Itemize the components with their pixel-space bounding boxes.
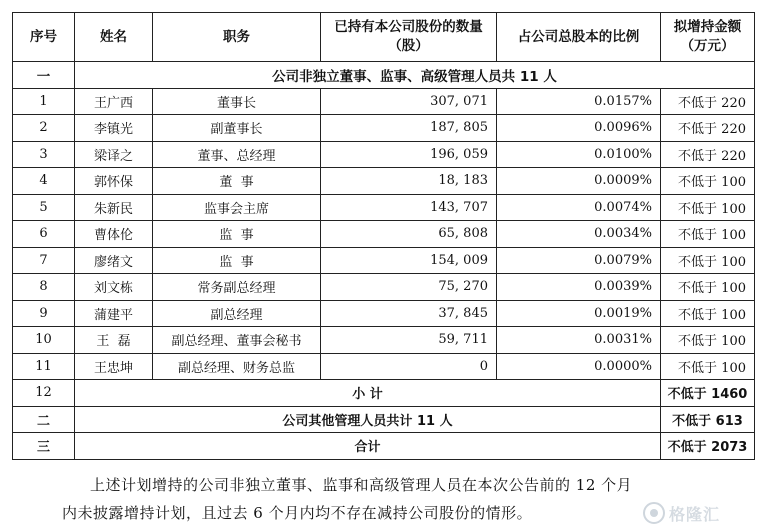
paragraph-line-1: 上述计划增持的公司非独立董事、监事和高级管理人员在本次公告前的 12 个月 [90,476,633,494]
cell-seq: 8 [13,274,75,301]
cell-amount: 不低于 220 [661,88,755,115]
table-row [13,353,755,380]
cell-amount: 不低于 100 [661,168,755,195]
cell-amount: 不低于 100 [661,353,755,380]
cell-shares: 0 [321,353,497,380]
cell-name: 梁译之 [75,141,153,168]
cell-ratio: 0.0009% [497,168,661,195]
section-row-1 [13,62,755,89]
cell-ratio: 0.0039% [497,274,661,301]
cell-position: 副总经理 [153,300,321,327]
cell-name: 郭怀保 [75,168,153,195]
cell-amount: 不低于 100 [661,327,755,354]
cell-seq: 10 [13,327,75,354]
table-row [13,115,755,142]
cell-ratio: 0.0074% [497,194,661,221]
table-row [13,247,755,274]
cell-ratio: 0.0079% [497,247,661,274]
total-row [13,433,755,460]
cell-shares: 143, 707 [321,194,497,221]
table-header-row [13,13,755,62]
cell-name: 刘文栋 [75,274,153,301]
cell-position: 董 事 [153,168,321,195]
table-row [13,168,755,195]
cell-shares: 187, 805 [321,115,497,142]
total-seq: 三 [13,433,75,460]
header-shares [321,13,497,62]
subtotal-amount: 不低于 1460 [661,380,755,407]
cell-seq: 4 [13,168,75,195]
cell-name: 王 磊 [75,327,153,354]
cell-name: 王忠坤 [75,353,153,380]
header-amount-line1: 拟增持金额 [673,19,742,35]
header-name: 姓名 [75,13,153,62]
watermark [643,500,755,526]
holdings-table-container [12,12,754,460]
header-amount [661,13,755,62]
cell-ratio: 0.0019% [497,300,661,327]
cell-position: 监事会主席 [153,194,321,221]
cell-amount: 不低于 100 [661,194,755,221]
cell-position: 副董事长 [153,115,321,142]
table-row [13,274,755,301]
cell-name: 朱新民 [75,194,153,221]
cell-name: 王广西 [75,88,153,115]
subtotal-row [13,380,755,407]
cell-seq: 5 [13,194,75,221]
subtotal-label: 小 计 [75,380,661,407]
section1-seq: 一 [13,62,75,89]
cell-ratio: 0.0157% [497,88,661,115]
cell-shares: 65, 808 [321,221,497,248]
header-shares-line1: 已持有本公司股份的数量 [334,19,483,35]
table-row [13,300,755,327]
cell-seq: 3 [13,141,75,168]
cell-ratio: 0.0096% [497,115,661,142]
cell-ratio: 0.0100% [497,141,661,168]
table-row [13,221,755,248]
cell-ratio: 0.0031% [497,327,661,354]
section-row-2 [13,406,755,433]
cell-shares: 307, 071 [321,88,497,115]
header-position: 职务 [153,13,321,62]
table-row [13,327,755,354]
cell-shares: 59, 711 [321,327,497,354]
header-seq: 序号 [13,13,75,62]
header-amount-line2: （万元） [680,38,735,54]
section2-title: 公司其他管理人员共计 11 人 [75,406,661,433]
cell-amount: 不低于 100 [661,247,755,274]
cell-amount: 不低于 220 [661,141,755,168]
cell-ratio: 0.0034% [497,221,661,248]
cell-shares: 196, 059 [321,141,497,168]
cell-amount: 不低于 220 [661,115,755,142]
cell-shares: 75, 270 [321,274,497,301]
subtotal-seq: 12 [13,380,75,407]
cell-amount: 不低于 100 [661,274,755,301]
watermark-logo-icon [643,502,665,524]
table-row [13,194,755,221]
total-amount: 不低于 2073 [661,433,755,460]
cell-seq: 6 [13,221,75,248]
cell-position: 常务副总经理 [153,274,321,301]
total-label: 合计 [75,433,661,460]
watermark-text: 格隆汇 [669,504,721,524]
cell-position: 监 事 [153,221,321,248]
header-ratio: 占公司总股本的比例 [497,13,661,62]
cell-seq: 7 [13,247,75,274]
cell-position: 副总经理、财务总监 [153,353,321,380]
cell-position: 董事、总经理 [153,141,321,168]
paragraph-line-2: 内未披露增持计划，且过去 6 个月内均不存在减持公司股份的情形。 [62,504,533,522]
cell-seq: 1 [13,88,75,115]
cell-shares: 18, 183 [321,168,497,195]
cell-name: 蒲建平 [75,300,153,327]
cell-name: 曹体伦 [75,221,153,248]
section2-amount: 不低于 613 [661,406,755,433]
cell-position: 董事长 [153,88,321,115]
cell-seq: 2 [13,115,75,142]
cell-shares: 37, 845 [321,300,497,327]
cell-name: 李镇光 [75,115,153,142]
cell-position: 副总经理、董事会秘书 [153,327,321,354]
cell-amount: 不低于 100 [661,221,755,248]
cell-position: 监 事 [153,247,321,274]
shareholding-increase-table [12,12,755,460]
table-row [13,88,755,115]
header-shares-line2: （股） [388,38,429,54]
cell-shares: 154, 009 [321,247,497,274]
cell-seq: 9 [13,300,75,327]
table-row [13,141,755,168]
cell-amount: 不低于 100 [661,300,755,327]
cell-name: 廖绪文 [75,247,153,274]
cell-seq: 11 [13,353,75,380]
cell-ratio: 0.0000% [497,353,661,380]
section2-seq: 二 [13,406,75,433]
section1-title: 公司非独立董事、监事、高级管理人员共 11 人 [75,62,755,89]
